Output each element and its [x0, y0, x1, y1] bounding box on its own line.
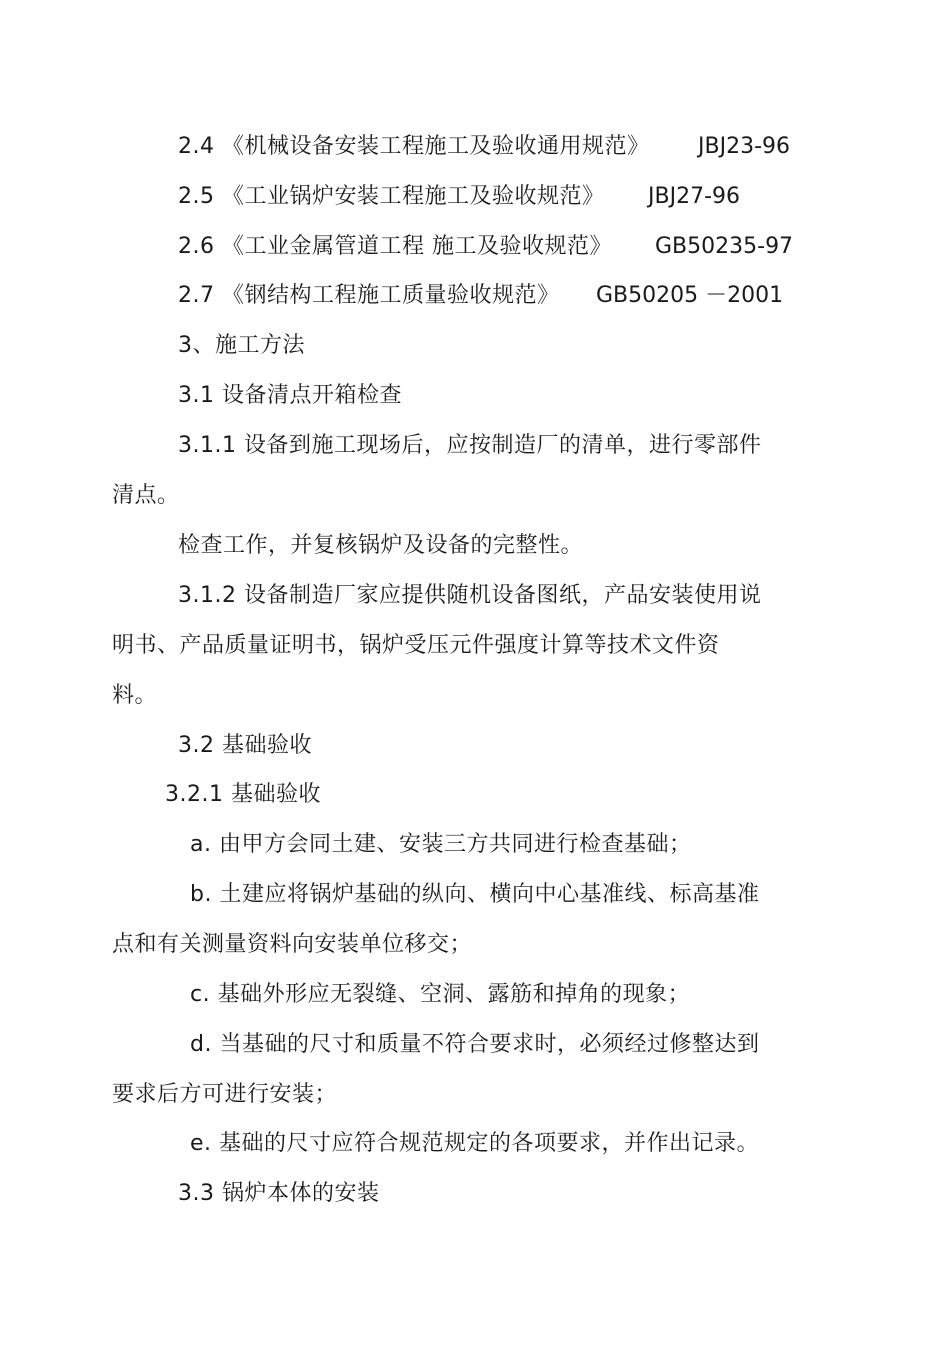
reference-2-7: 2.7 《钢结构工程施工质量验收规范》: [178, 283, 560, 308]
item-d-line-2: 要求后方可进行安装；: [112, 1082, 338, 1107]
section-3-1-1-line-1: 3.1.1 设备到施工现场后，应按制造厂的清单，进行零部件: [178, 433, 762, 458]
section-3-1-2-line-2: 明书、产品质量证明书，锅炉受压元件强度计算等技术文件资: [112, 633, 720, 658]
reference-2-4-code: JBJ23-96: [698, 134, 790, 159]
item-c: c. 基础外形应无裂缝、空洞、露筋和掉角的现象；: [190, 982, 691, 1007]
item-d-line-1: d. 当基础的尺寸和质量不符合要求时，必须经过修整达到: [190, 1032, 760, 1057]
reference-2-4: 2.4 《机械设备安装工程施工及验收通用规范》: [178, 134, 650, 159]
section-3-1-1-line-3: 检查工作，并复核锅炉及设备的完整性。: [178, 533, 584, 558]
section-3-2-1-heading: 3.2.1 基础验收: [165, 782, 321, 807]
section-3-1-heading: 3.1 设备清点开箱检查: [178, 383, 402, 408]
reference-2-6: 2.6 《工业金属管道工程 施工及验收规范》: [178, 234, 612, 259]
section-3-1-1-line-2: 清点。: [112, 483, 180, 508]
item-b-line-1: b. 土建应将锅炉基础的纵向、横向中心基准线、标高基准: [190, 882, 760, 907]
item-b-line-2: 点和有关测量资料向安装单位移交；: [112, 932, 473, 957]
item-a: a. 由甲方会同土建、安装三方共同进行检查基础；: [190, 832, 692, 857]
reference-2-5: 2.5 《工业锅炉安装工程施工及验收规范》: [178, 184, 605, 209]
reference-2-5-code: JBJ27-96: [648, 184, 740, 209]
section-3-1-2-line-3: 料。: [112, 683, 158, 708]
section-3-3-heading: 3.3 锅炉本体的安装: [178, 1181, 380, 1206]
reference-2-6-code: GB50235-97: [655, 234, 794, 259]
section-3-1-2-line-1: 3.1.2 设备制造厂家应提供随机设备图纸，产品安装使用说: [178, 583, 762, 608]
item-e: e. 基础的尺寸应符合规范规定的各项要求，并作出记录。: [190, 1131, 760, 1156]
section-3-2-heading: 3.2 基础验收: [178, 733, 312, 758]
reference-2-7-code: GB50205 －2001: [596, 283, 784, 308]
section-3-heading: 3、施工方法: [178, 333, 305, 358]
